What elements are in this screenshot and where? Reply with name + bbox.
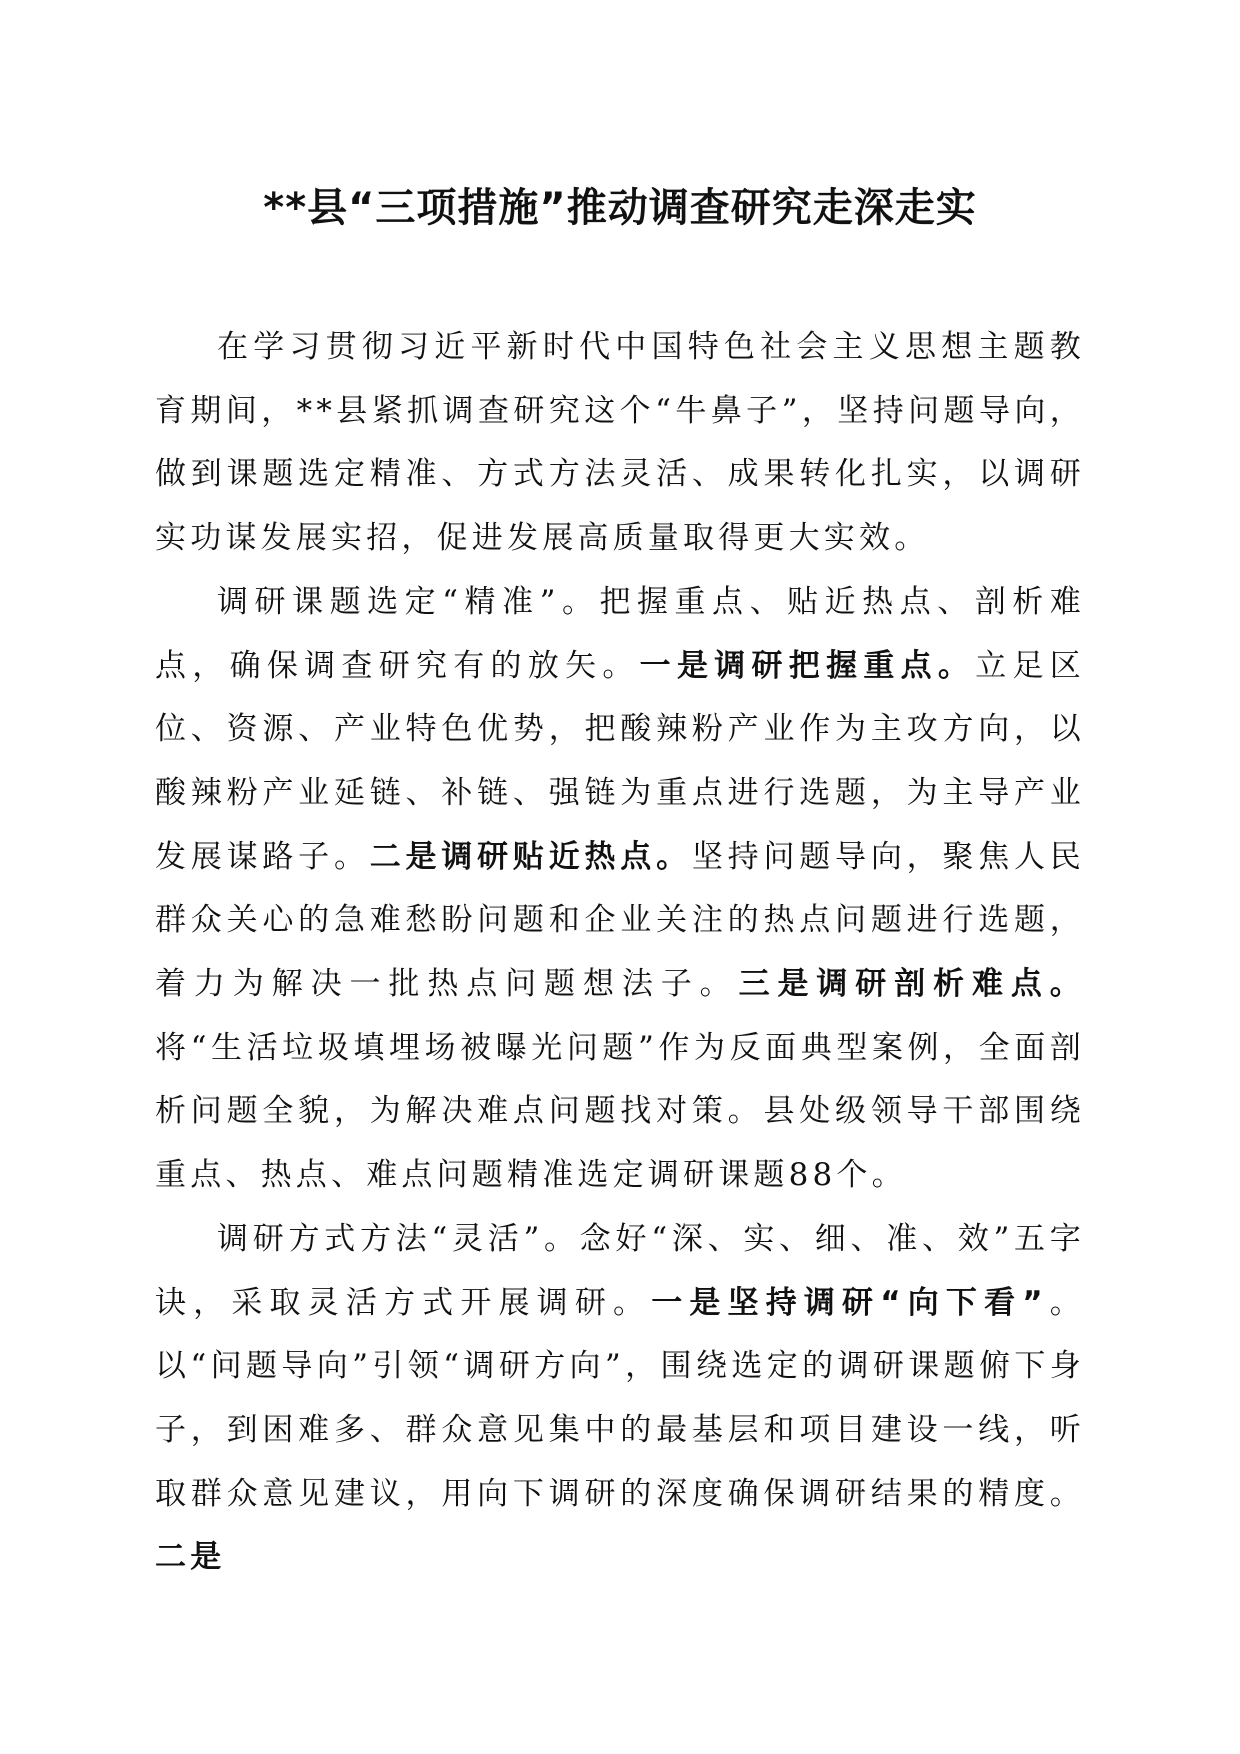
paragraph-text: 调研方式方法“灵活”。念好“深、实、细、准、效”五字诀，采取灵活方式开展调研。 — [155, 1220, 1085, 1321]
bold-heading: 一是坚持调研“向下看” — [651, 1284, 1047, 1321]
document-body — [155, 316, 1085, 1590]
paragraph-text: 在学习贯彻习近平新时代中国特色社会主义思想主题教育期间，**县紧抓调查研究这个“牛鼻子”，坚持问题导向，做到课题选定精准、方式方法灵活、成果转化扎实，以调研实功谋发展实招，促进发展高质量取得更大实效。 — [155, 329, 1085, 557]
paragraph-intro — [155, 316, 1085, 571]
bold-heading: 一是调研把握重点。 — [639, 647, 976, 684]
paragraph-methods — [155, 1208, 1085, 1590]
bold-heading: 二是调研贴近热点。 — [369, 838, 692, 875]
paragraph-text: 坚持问题导向，聚焦人民群众关心的急难愁盼问题和企业关注的热点问题进行选题，着力为解决一批热点问题想法子。 — [155, 838, 1085, 1003]
paragraph-text: 调研课题选定“精准”。把握重点、贴近热点、剖析难点，确保调查研究有的放矢。 — [155, 583, 1085, 684]
bold-heading: 二是 — [155, 1539, 226, 1576]
bold-heading: 三是调研剖析难点。 — [738, 966, 1085, 1003]
paragraph-topic-selection — [155, 571, 1085, 1208]
paragraph-text: 立足区位、资源、产业特色优势，把酸辣粉产业作为主攻方向，以酸辣粉产业延链、补链、强链为重点进行选题，为主导产业发展谋路子。 — [155, 647, 1085, 875]
document-title: **县“三项措施”推动调查研究走深走实 — [263, 185, 977, 231]
paragraph-text: 。以“问题导向”引领“调研方向”，围绕选定的调研课题俯下身子，到困难多、群众意见集中的最基层和项目建设一线，听取群众意见建议，用向下调研的深度确保调研结果的精度。 — [155, 1284, 1085, 1512]
paragraph-text: 将“生活垃圾填埋场被曝光问题”作为反面典型案例，全面剖析问题全貌，为解决难点问题找对策。县处级领导干部围绕重点、热点、难点问题精准选定调研课题88个。 — [155, 1029, 1085, 1194]
